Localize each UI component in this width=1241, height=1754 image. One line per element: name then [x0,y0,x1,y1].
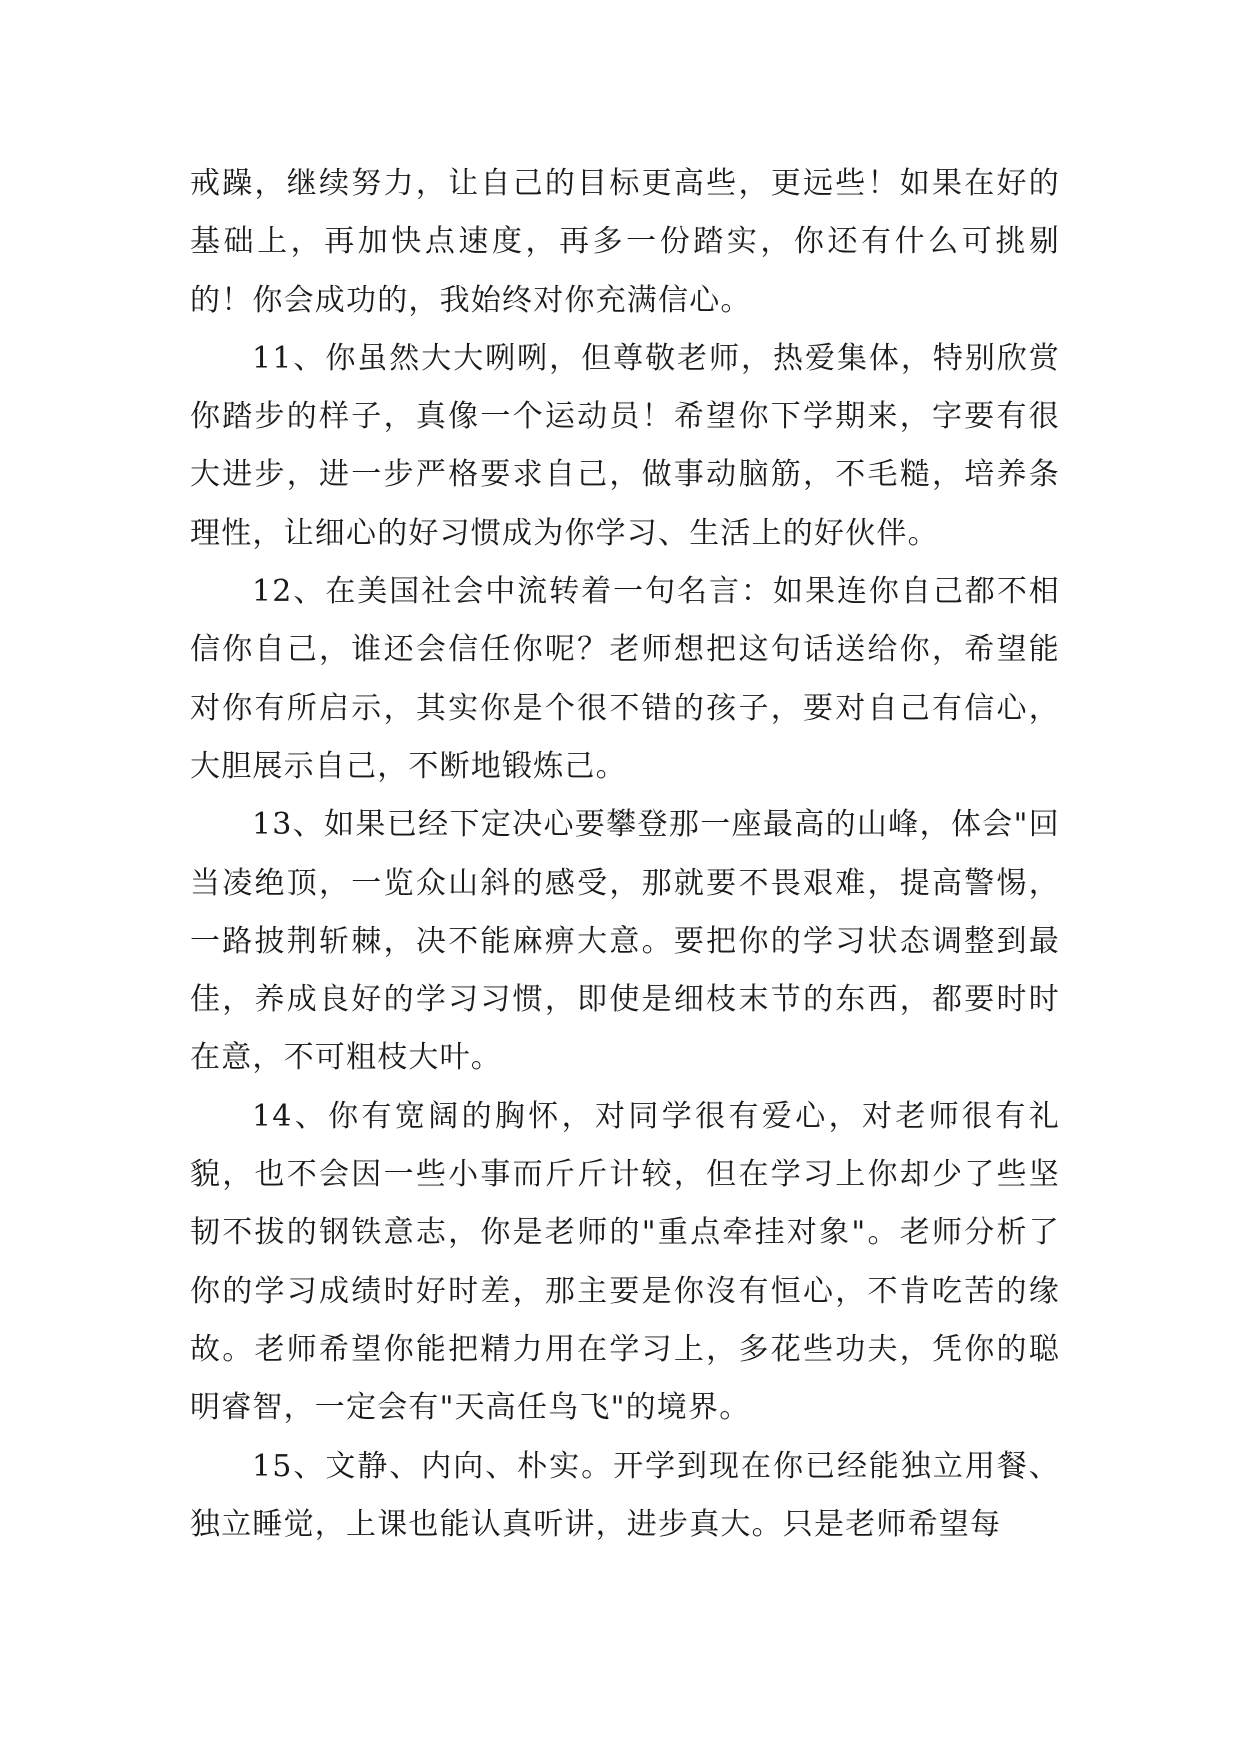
paragraph-comment-14: 14、你有宽阔的胸怀，对同学很有爱心，对老师很有礼貌，也不会因一些小事而斤斤计较，但在学习上你却少了些坚韧不拔的钢铁意志，你是老师的"重点牵挂对象"。老师分析了你的学习成绩时好时差，那主要是你沒有恒心，不肯吃苦的缘故。老师希望你能把精力用在学习上，多花些功夫，凭你的聪明睿智，一定会有"天高任鸟飞"的境界。 [190,1098,1060,1426]
paragraph-comment-15: 15、文静、内向、朴实。开学到现在你已经能独立用餐、独立睡觉，上课也能认真听讲，进步真大。只是老师希望每 [190,1448,1060,1542]
paragraph-continuation: 戒躁，继续努力，让自己的目标更高些，更远些！如果在好的基础上，再加快点速度，再多一份踏实，你还有什么可挑剔的！你会成功的，我始终对你充满信心。 [190,166,1060,318]
paragraph-comment-13: 13、如果已经下定决心要攀登那一座最高的山峰，体会"回当凌绝顶，一览众山斜的感受，那就要不畏艰难，提高警惕，一路披荆斩棘，决不能麻痹大意。要把你的学习状态调整到最佳，养成良好的学习习惯，即使是细枝末节的东西，都要时时在意，不可粗枝大叶。 [190,807,1060,1076]
paragraph-comment-12: 12、在美国社会中流转着一句名言：如果连你自己都不相信你自己，谁还会信任你呢？老师想把这句话送给你，希望能对你有所启示，其实你是个很不错的孩子，要对自己有信心，大胆展示自己，不断地锻炼己。 [190,574,1060,784]
paragraph-comment-11: 11、你虽然大大咧咧，但尊敬老师，热爱集体，特别欣赏你踏步的样子，真像一个运动员！希望你下学期来，字要有很大进步，进一步严格要求自己，做事动脑筋，不毛糙，培养条理性，让细心的好习惯成为你学习、生活上的好伙伴。 [190,340,1060,551]
document-page [190,155,1060,1554]
